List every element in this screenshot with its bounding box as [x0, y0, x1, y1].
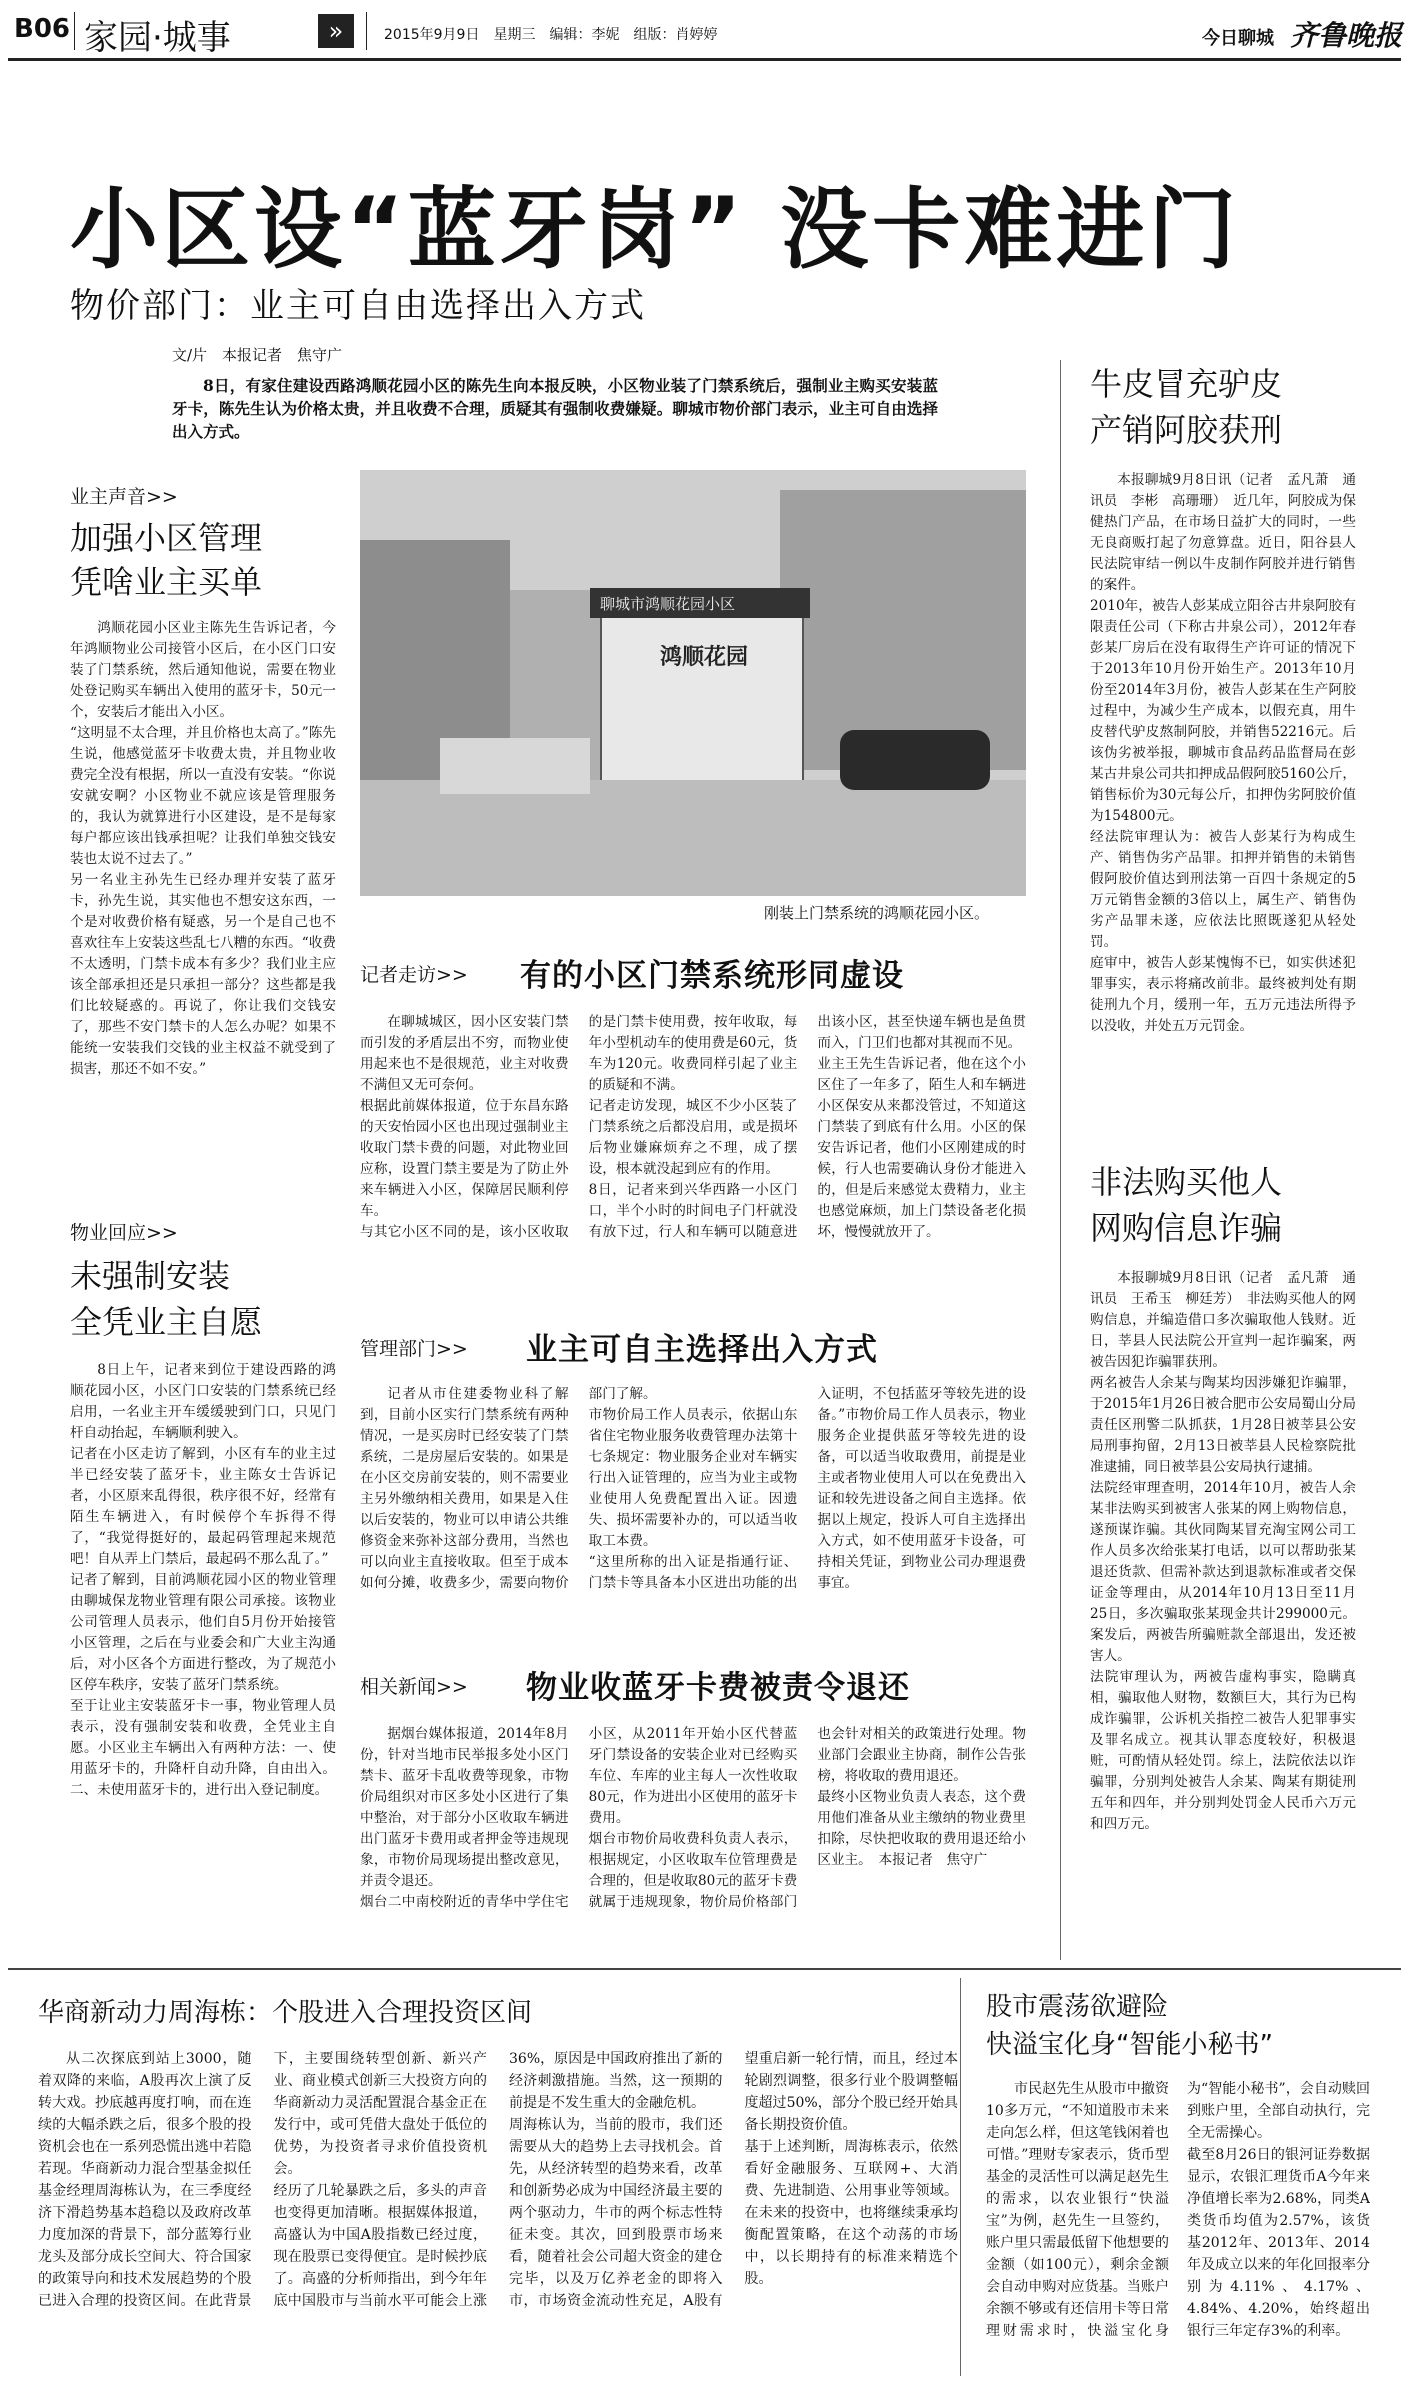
header-divider: [74, 12, 75, 50]
newspaper-logo: 齐鲁晚报: [1290, 19, 1403, 52]
main-subhead: 物价部门：业主可自由选择出入方式: [70, 286, 646, 326]
section-label-related-news: 相关新闻>>: [360, 1676, 468, 1698]
section-label-reporter-visit: 记者走访>>: [360, 964, 468, 986]
bottom-band-rule: [8, 1968, 1401, 1970]
page-number: B06: [14, 14, 70, 44]
section-label-owner-voice: 业主声音>>: [70, 486, 178, 508]
article-related-news: 据烟台媒体报道，2014年8月份，针对当地市民举报多处小区门禁卡、蓝牙卡乱收费等现象，市物价局组织对市区多处小区进行了集中整治，对于部分小区收取车辆进出门蓝牙卡费用或者押金等违规现象，市物价局现场提出整改意见，并责令退还。 烟台二中南校附近的青华中学住宅小区，从2011年开始小区代替蓝牙门禁设备的安装企业对已经购买车位、车库的业主每人一次性收取80元，作为进出小区使用的蓝牙卡费用。 烟台市物价局收费科负责人表示，根据规定，小区收取车位管理费是合理的，但是收取80元的蓝牙卡费就属于违规现象，物价局价格部门也会针对相关的政策进行处理。物业部门会跟业主协商，制作公告张榜，将收取的费用退还。 最终小区物业负责人表态，这个费用他们准备从业主缴纳的物业费里扣除，尽快把收取的费用退还给小区业主。 本报记者 焦守广: [360, 1726, 1026, 1910]
right-article-2: 本报聊城9月8日讯（记者 孟凡萧 通讯员 王希玉 柳廷芳） 非法购买他人的网购信息，并编造借口多次骗取他人钱财。近日，莘县人民法院公开宣判一起诈骗案，两被告因犯诈骗罪获刑。 两名被告人余某与陶某均因涉嫌犯诈骗罪，于2015年1月26日被合肥市公安局蜀山分局责任区刑警二队抓获，1月28日被莘县公安局刑事拘留，2月13日被莘县人民检察院批准逮捕，同日被莘县公安局执行逮捕。 法院经审理查明，2014年10月，被告人余某非法购买到被害人张某的网上购物信息，遂预谋诈骗。其伙同陶某冒充淘宝网公司工作人员多次给张某打电话，以可以帮助张某退还货款、但需补款达到退款标准或者交保证金等理由，从2014年10月13日至11月25日，多次骗取张某现金共计299000元。案发后，两被告所骗赃款全部退出，发还被害人。 法院审理认为，两被告虚构事实，隐瞒真相，骗取他人财物，数额巨大，其行为已构成诈骗罪，公诉机关指控二被告人犯罪事实及罪名成立。视其认罪态度较好，积极退赃，可酌情从轻处罚。综上，法院依法以诈骗罪，分别判处被告人余某、陶某有期徒刑五年和四年，并分别判处罚金人民币六万元和四万元。: [1090, 1270, 1356, 1832]
edition-name: 今日聊城: [1202, 28, 1274, 49]
section-title-property-response-1: 未强制安装: [70, 1257, 231, 1295]
right-article-1-title-1: 牛皮冒充驴皮: [1090, 365, 1283, 403]
bottom-article-1-title: 华商新动力周海栋：个股进入合理投资区间: [38, 1998, 533, 2028]
section-title-owner-voice-2: 凭啥业主买单: [70, 563, 263, 601]
section-name: 家园·城事: [84, 18, 231, 58]
header-rule: [8, 58, 1401, 61]
article-owner-voice: 鸿顺花园小区业主陈先生告诉记者，今年鸿顺物业公司接管小区后，在小区门口安装了门禁系统，然后通知他说，需要在物业处登记购买车辆出入使用的蓝牙卡，50元一个，安装后才能出入小区。 “这明显不太合理，并且价格也太高了。”陈先生说，他感觉蓝牙卡收费太贵，并且物业收费完全没有根据，所以一直没有安装。“你说安就安啊？小区物业不就应该是管理服务的，我认为就算进行小区建设，是不是每家每户都应该出钱承担呢？让我们单独交钱安装也太说不过去了。” 另一名业主孙先生已经办理并安装了蓝牙卡，孙先生说，其实他也不想安这东西，一个是对收费价格有疑惑，另一个是自己也不喜欢往车上安装这些乱七八糟的东西。“收费不太透明，门禁卡成本有多少？我们业主应该全部承担还是只承担一部分？这些都是我们比较疑惑的。再说了，你让我们交钱安了，那些不安门禁卡的人怎么办呢？如果不能统一安装我们交钱的业主权益不就受到了损害，那还不如不安。”: [70, 620, 336, 1077]
section-title-owner-voice-1: 加强小区管理: [70, 519, 263, 557]
section-title-property-response-2: 全凭业主自愿: [70, 1303, 263, 1341]
bottom-column-divider: [960, 1978, 961, 2376]
section-label-property-response: 物业回应>>: [70, 1222, 178, 1244]
main-headline: 小区设“蓝牙岗” 没卡难进门: [70, 178, 1241, 281]
right-article-1-title-2: 产销阿胶获刑: [1090, 411, 1283, 449]
section-arrow-icon: »: [318, 14, 354, 48]
bottom-article-2-title-2: 快溢宝化身“智能小秘书”: [986, 2030, 1273, 2060]
header-divider-2: [366, 12, 367, 50]
byline: 文/片 本报记者 焦守广: [172, 346, 343, 364]
right-article-1: 本报聊城9月8日讯（记者 孟凡萧 通讯员 李彬 高珊珊） 近几年，阿胶成为保健热门产品，在市场日益扩大的同时，一些无良商贩打起了勿意算盘。近日，阳谷县人民法院审结一例以牛皮制作阿胶并进行销售的案件。 2010年，被告人彭某成立阳谷古井泉阿胶有限责任公司（下称古井泉公司），2012年春彭某厂房后在没有取得生产许可证的情况下于2013年10月份开始生产。2013年10月份至2014年3月份，被告人彭某在生产阿胶过程中，为减少生产成本，以假充真，用牛皮替代驴皮熬制阿胶，并销售52216元。后该伪劣被举报，聊城市食品药品监督局在彭某古井泉公司共扣押成品假阿胶5160公斤，销售标价为30元每公斤，扣押伪劣阿胶价值为154800元。 经法院审理认为：被告人彭某行为构成生产、销售伪劣产品罪。扣押并销售的未销售假阿胶价值达到刑法第一百四十条规定的5万元销售金额的3倍以上，属生产、销售伪劣产品罪未遂，应依法比照既遂犯从轻处罚。 庭审中，被告人彭某愧悔不已，如实供述犯罪事实，表示将痛改前非。最终被判处有期徒刑九个月，缓刑一年，五万元违法所得予以没收，并处五万元罚金。: [1090, 472, 1356, 1034]
news-photo: [360, 470, 1026, 896]
bottom-article-2-title-1: 股市震荡欲避险: [986, 1992, 1169, 2022]
photo-banner-text: 聊城市鸿顺花园小区: [600, 595, 736, 613]
article-property-response: 8日上午，记者来到位于建设西路的鸿顺花园小区，小区门口安装的门禁系统已经启用，一名业主开车缓缓驶到门口，只见门杆自动抬起，车辆顺利驶入。 记者在小区走访了解到，小区有车的业主过半已经安装了蓝牙卡，业主陈女士告诉记者，小区原来乱得很，秩序很不好，经常有陌生车辆进入，有时候停个车拆得不得了，“我觉得挺好的，最起码管理起来规范吧！自从弄上门禁后，最起码不那么乱了。” 记者了解到，目前鸿顺花园小区的物业管理由聊城保龙物业管理有限公司承接。该物业公司管理人员表示，他们自5月份开始接管小区管理，之后在与业委会和广大业主沟通后，对小区各个方面进行整改，为了规范小区停车秩序，安装了蓝牙门禁系统。 至于让业主安装蓝牙卡一事，物业管理人员表示，没有强制安装和收费，全凭业主自愿。小区业主车辆出入有两种方法：一、使用蓝牙卡的，升降杆自动升降，自由出入。二、未使用蓝牙卡的，进行出入登记制度。: [70, 1362, 336, 1798]
bottom-article-1: 从二次探底到站上3000，随着双降的来临，A股再次上演了反转大戏。抄底越再度打响，而在连续的大幅杀跌之后，很多个股的投资机会也在一系列恐慌出逃中若隐若现。华商新动力混合型基金拟任基金经理周海栋认为，在三季度经济下滑趋势基本趋稳以及政府改革力度加深的背景下，部分蓝筹行业龙头及部分成长空间大、符合国家的政策导向和技术发展趋势的个股已进入合理的投资区间。在此背景下，主要围绕转型创新、新兴产业、商业模式创新三大投资方向的华商新动力灵活配置混合基金正在发行中，或可凭借大盘处于低位的优势，为投资者寻求价值投资机会。 经历了几轮暴跌之后，多头的声音也变得更加清晰。根据媒体报道，高盛认为中国A股指数已经过度，现在股票已变得便宜。是时候抄底了。高盛的分析师指出，到今年年底中国股市与当前水平可能会上涨36%，原因是中国政府推出了新的经济刺激措施。当然，这一预期的前提是不发生重大的金融危机。 周海栋认为，当前的股市，我们还需要从大的趋势上去寻找机会。首先，从经济转型的趋势来看，改革和创新势必成为中国经济最主要的两个驱动力，牛市的两个标志性特征未变。其次，回到股票市场来看，随着社会公司超大资金的建仓完毕，以及万亿养老金的即将入市，市场资金流动性充足，A股有望重启新一轮行情，而且，经过本轮剧烈调整，很多行业个股调整幅度超过50%，部分个股已经开始具备长期投资价值。 基于上述判断，周海栋表示，依然看好金融服务、互联网+、大消费、先进制造、公用事业等领域。在未来的投资中，也将继续秉承均衡配置策略，在这个动荡的市场中，以长期持有的标准来精选个股。: [38, 2051, 958, 2309]
article-authority: 记者从市住建委物业科了解到，目前小区实行门禁系统有两种情况，一是买房时已经安装了门禁系统，二是房屋后安装的。如果是在小区交房前安装的，则不需要业主另外缴纳相关费用，如果是入住以后安装的，物业可以申请公共维修资金来弥补这部分费用，当然也可以向业主直接收取。但至于成本如何分摊，收费多少，需要向物价部门了解。 市物价局工作人员表示，依据山东省住宅物业服务收费管理办法第十七条规定：物业服务企业对车辆实行出入证管理的，应当为业主或物业使用人免费配置出入证。因遗失、损坏需要补办的，可以适当收取工本费。 “这里所称的出入证是指通行证、门禁卡等具备本小区进出功能的出入证明，不包括蓝牙等较先进的设备。”市物价局工作人员表示，物业服务企业提供蓝牙等较先进的设备，可以适当收取费用，前提是业主或者物业使用人可以在免费出入证和较先进设备之间自主选择。依据以上规定，投诉人可自主选择出入方式，如不使用蓝牙卡设备，可持相关凭证，到物业公司办理退费事宜。: [360, 1386, 1026, 1591]
photo-sign-text: 鸿顺花园: [660, 645, 749, 670]
section-title-related-news: 物业收蓝牙卡费被责令退还: [526, 1670, 910, 1706]
article-reporter-visit: 在聊城城区，因小区安装门禁而引发的矛盾层出不穷，而物业使用起来也不是很规范，业主对收费不满但又无可奈何。 根据此前媒体报道，位于东昌东路的天安怡园小区也出现过强制业主收取门禁卡费的问题，对此物业回应称，设置门禁主要是为了防止外来车辆进入小区，保障居民顺利停车。 与其它小区不同的是，该小区收取的是门禁卡使用费，按年收取，每年小型机动车的使用费是60元，货车为120元。收费同样引起了业主的质疑和不满。 记者走访发现，城区不少小区装了门禁系统之后都没启用，或是损坏后物业嫌麻烦弃之不理，成了摆设，根本就没起到应有的作用。 8日，记者来到兴华西路一小区门口，半个小时的时间电子门杆就没有放下过，行人和车辆可以随意进出该小区，甚至快递车辆也是鱼贯而入，门卫们也都对其视而不见。 业主王先生告诉记者，他在这个小区住了一年多了，陌生人和车辆进小区保安从来都没管过，不知道这门禁装了到底有什么用。小区的保安告诉记者，他们小区刚建成的时候，行人也需要确认身份才能进入的，但是后来感觉太费精力，业主也感觉麻烦，加上门禁设备老化损坏，慢慢就放开了。: [360, 1014, 1026, 1240]
right-column-divider: [1060, 360, 1061, 1960]
date-line: 2015年9月9日 星期三 编辑：李妮 组版：肖婷婷: [384, 27, 718, 43]
bottom-article-2: 市民赵先生从股市中撤资10多万元，“不知道股市未来走向怎么样，但这笔钱闲着也可惜。”理财专家表示，货币型基金的灵活性可以满足赵先生的需求，以农业银行“快溢宝”为例，赵先生一旦签约，账户里只需最低留下他想要的金额（如100元），剩余金额会自动申购对应货基。当账户余额不够或有还信用卡等日常理财需求时，快溢宝化身为“智能小秘书”，会自动赎回到账户里，全部自动执行，完全无需操心。 截至8月26日的银河证券数据显示，农银汇理货币A今年来净值增长率为2.68%，同类A类货币均值为2.57%，该货基2012年、2013年、2014年及成立以来的年化回报率分别为4.11%、4.17%、4.84%、4.20%，始终超出银行三年定存3%的利率。: [986, 2081, 1370, 2339]
right-article-2-title-2: 网购信息诈骗: [1090, 1209, 1283, 1247]
section-label-authority: 管理部门>>: [360, 1338, 468, 1360]
right-article-2-title-1: 非法购买他人: [1090, 1163, 1283, 1201]
section-title-reporter-visit: 有的小区门禁系统形同虚设: [520, 958, 904, 994]
lead-paragraph: 8日，有家住建设西路鸿顺花园小区的陈先生向本报反映，小区物业装了门禁系统后，强制业主购买安装蓝牙卡，陈先生认为价格太贵，并且收费不合理，质疑其有强制收费嫌疑。聊城市物价部门表示，业主可自由选择出入方式。: [172, 376, 938, 441]
section-title-authority: 业主可自主选择出入方式: [526, 1332, 878, 1368]
photo-caption: 刚装上门禁系统的鸿顺花园小区。: [764, 904, 990, 922]
